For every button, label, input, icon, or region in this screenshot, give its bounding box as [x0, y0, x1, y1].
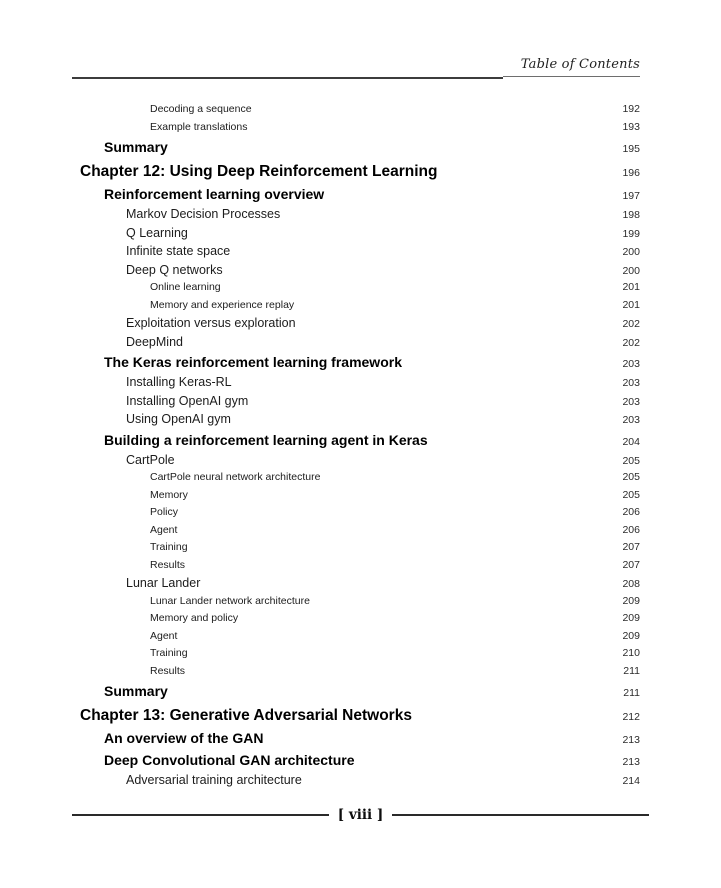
toc-list: [72, 101, 640, 790]
toc-entry-page: 196: [622, 167, 640, 179]
toc-entry-page: 208: [622, 578, 640, 590]
toc-entry-page: 214: [622, 775, 640, 787]
toc-entry[interactable]: [72, 645, 640, 663]
toc-entry[interactable]: [72, 504, 640, 522]
toc-entry-title[interactable]: Training: [150, 541, 188, 553]
toc-entry-page: 201: [622, 298, 640, 311]
toc-entry-page: 202: [622, 336, 640, 349]
toc-entry[interactable]: [72, 522, 640, 540]
toc-entry-page: 205: [622, 454, 640, 467]
toc-entry-title[interactable]: Training: [150, 647, 188, 659]
footer-rule-left: [72, 814, 329, 816]
toc-entry-title[interactable]: Chapter 13: Generative Adversarial Networks: [80, 707, 412, 724]
toc-entry-title[interactable]: Deep Q networks: [126, 262, 223, 277]
toc-entry-page: 213: [622, 734, 640, 746]
toc-entry[interactable]: [72, 557, 640, 575]
toc-entry[interactable]: [72, 137, 640, 158]
footer-rule-right: [392, 814, 649, 816]
toc-entry-title[interactable]: Lunar Lander network architecture: [150, 594, 310, 607]
toc-entry-title[interactable]: Summary: [104, 683, 168, 699]
toc-entry-page: 206: [622, 506, 640, 518]
toc-entry[interactable]: [72, 160, 640, 183]
toc-entry-page: 209: [622, 629, 640, 642]
toc-entry[interactable]: [72, 410, 640, 429]
toc-entry-page: 211: [623, 687, 640, 699]
toc-entry-page: 210: [622, 647, 640, 659]
toc-entry-page: 201: [622, 281, 640, 293]
toc-entry[interactable]: [72, 681, 640, 702]
toc-entry-page: 200: [622, 246, 640, 258]
toc-entry-page: 197: [622, 190, 640, 202]
toc-entry[interactable]: [72, 279, 640, 297]
toc-entry-title[interactable]: DeepMind: [126, 334, 183, 349]
toc-entry-title[interactable]: Markov Decision Processes: [126, 207, 281, 221]
toc-entry-title[interactable]: Policy: [150, 506, 179, 518]
toc-entry-title[interactable]: Chapter 12: Using Deep Reinforcement Learning: [80, 163, 438, 180]
toc-entry[interactable]: [72, 771, 640, 790]
toc-entry-title[interactable]: An overview of the GAN: [104, 730, 264, 746]
toc-entry-title[interactable]: Agent: [150, 523, 178, 536]
toc-entry-page: 212: [622, 711, 640, 723]
header-rule-left: [72, 77, 503, 79]
toc-entry-title[interactable]: Installing Keras-RL: [126, 375, 232, 389]
toc-entry-page: 195: [622, 143, 640, 155]
toc-entry-page: 202: [622, 318, 640, 330]
toc-entry-page: 203: [622, 414, 640, 426]
toc-entry-title[interactable]: Using OpenAI gym: [126, 412, 231, 426]
toc-entry-title[interactable]: Memory and experience replay: [150, 298, 295, 311]
toc-entry-title[interactable]: Agent: [150, 629, 178, 642]
toc-entry-title[interactable]: CartPole neural network architecture: [150, 471, 321, 483]
toc-entry-page: 193: [622, 120, 640, 133]
toc-entry[interactable]: [72, 314, 640, 333]
toc-entry-title[interactable]: Exploitation versus exploration: [126, 316, 296, 330]
toc-entry[interactable]: [72, 487, 640, 505]
toc-entry[interactable]: [72, 593, 640, 611]
toc-entry-page: 207: [622, 558, 640, 571]
toc-entry[interactable]: [72, 119, 640, 137]
toc-entry-page: 205: [622, 488, 640, 501]
toc-entry-title[interactable]: Lunar Lander: [126, 576, 201, 590]
toc-entry-title[interactable]: Results: [150, 664, 186, 677]
toc-entry-page: 206: [622, 523, 640, 536]
toc-entry-page: 200: [622, 264, 640, 277]
toc-entry-title[interactable]: Summary: [104, 139, 168, 155]
toc-entry[interactable]: [72, 663, 640, 681]
toc-entry-title[interactable]: Decoding a sequence: [150, 103, 252, 115]
toc-entry-title[interactable]: Results: [150, 558, 186, 571]
toc-entry[interactable]: [72, 704, 640, 727]
toc-entry[interactable]: [72, 451, 640, 470]
toc-entry-page: 192: [622, 103, 640, 115]
toc-entry[interactable]: [72, 628, 640, 646]
header-rule-right: [503, 76, 640, 77]
toc-entry-title[interactable]: Online learning: [150, 281, 221, 293]
toc-entry-title[interactable]: Building a reinforcement learning agent in Keras: [104, 431, 428, 448]
toc-entry-title[interactable]: Infinite state space: [126, 244, 231, 258]
toc-entry[interactable]: [72, 101, 640, 119]
toc-entry[interactable]: [72, 539, 640, 557]
toc-entry[interactable]: [72, 184, 640, 205]
toc-entry-page: 199: [622, 227, 640, 240]
toc-entry-page: 205: [622, 471, 640, 483]
toc-entry-title[interactable]: CartPole: [126, 452, 175, 467]
toc-entry[interactable]: [72, 574, 640, 593]
toc-entry-page: 209: [622, 612, 640, 624]
toc-entry-title[interactable]: Memory: [150, 488, 188, 501]
toc-entry[interactable]: [72, 297, 640, 315]
toc-entry-title[interactable]: Deep Convolutional GAN architecture: [104, 752, 355, 768]
toc-entry[interactable]: [72, 205, 640, 224]
running-header-title: Table of Contents: [520, 57, 640, 72]
toc-entry-title[interactable]: Installing OpenAI gym: [126, 393, 249, 408]
toc-entry[interactable]: [72, 392, 640, 411]
toc-entry-page: 204: [622, 435, 640, 448]
toc-entry-page: 203: [622, 358, 640, 370]
toc-entry-title[interactable]: Memory and policy: [150, 612, 239, 624]
toc-entry[interactable]: [72, 352, 640, 373]
toc-entry[interactable]: [72, 333, 640, 352]
toc-entry-title[interactable]: Q Learning: [126, 225, 188, 240]
toc-entry[interactable]: [72, 750, 640, 771]
toc-entry-page: 203: [622, 395, 640, 408]
toc-entry-title[interactable]: Adversarial training architecture: [126, 773, 302, 787]
toc-entry[interactable]: [72, 242, 640, 261]
toc-entry[interactable]: [72, 469, 640, 487]
toc-entry[interactable]: [72, 610, 640, 628]
toc-entry[interactable]: [72, 373, 640, 392]
page-footer: [72, 807, 649, 823]
toc-entry-page: 198: [622, 209, 640, 221]
toc-entry[interactable]: [72, 430, 640, 451]
toc-entry-page: 213: [622, 756, 640, 768]
toc-entry[interactable]: [72, 224, 640, 243]
toc-entry-title[interactable]: Reinforcement learning overview: [104, 186, 325, 202]
toc-entry-page: 211: [623, 664, 640, 677]
toc-entry-title[interactable]: Example translations: [150, 120, 248, 133]
page-number-label: [ viii ]: [337, 807, 384, 823]
toc-entry[interactable]: [72, 261, 640, 280]
toc-entry-title[interactable]: The Keras reinforcement learning framework: [104, 354, 402, 370]
toc-entry[interactable]: [72, 728, 640, 749]
toc-entry-page: 203: [622, 377, 640, 389]
toc-entry-page: 207: [622, 541, 640, 553]
toc-entry-page: 209: [622, 594, 640, 607]
